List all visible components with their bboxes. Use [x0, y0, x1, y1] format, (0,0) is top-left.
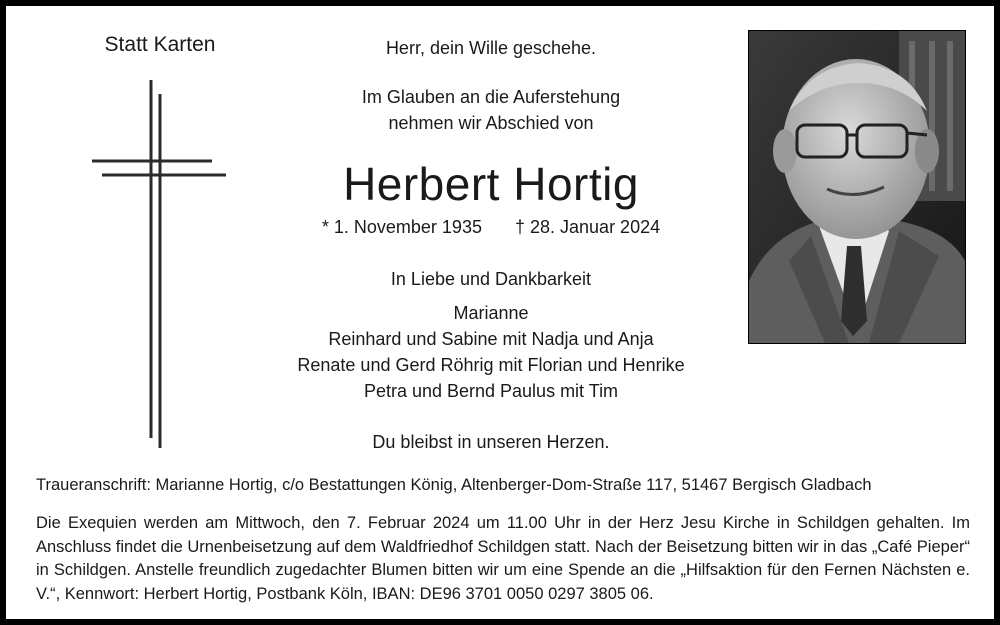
portrait-illustration [749, 31, 965, 343]
portrait-photo [748, 30, 966, 344]
motto: Herr, dein Wille geschehe. [385, 38, 597, 58]
closing-line: Du bleibst in unseren Herzen. [372, 432, 610, 452]
mourner-line: Marianne [453, 303, 529, 323]
deceased-name: Herbert Hortig [343, 158, 639, 210]
mourner-line: Reinhard und Sabine mit Nadja und Anja [328, 329, 654, 349]
love-line: In Liebe und Dankbarkeit [390, 269, 592, 289]
death-date: † 28. Januar 2024 [514, 217, 661, 237]
life-dates [261, 217, 721, 238]
cross-icon [86, 72, 236, 452]
mourner-line: Renate und Gerd Röhrig mit Florian und Henrike [297, 355, 685, 375]
mourners-list [261, 300, 721, 404]
mourner-line: Petra und Bernd Paulus mit Tim [363, 381, 619, 401]
intro-text [261, 84, 721, 136]
statt-karten-label: Statt Karten [104, 33, 216, 56]
intro-line-2: nehmen wir Abschied von [388, 113, 594, 133]
service-info: Die Exequien werden am Mittwoch, den 7. Februar 2024 um 11.00 Uhr in der Herz Jesu Kirche in Schildgen gehalten. Im Anschluss findet die Urnenbeisetzung auf dem Waldfriedhof Schildgen statt. Nach der Beisetzung bitten wir in das „Café Pieper“ in Schildgen. Anstelle freundlich zugedachter Blumen bitten wir um eine Spende an die „Hilfsaktion für den Fernen Nächsten e. V.“, Kennwort: Herbert Hortig, Postbank Köln, IBAN: DE96 3701 0050 0297 3805 06. [36, 514, 970, 603]
funeral-address: Traueranschrift: Marianne Hortig, c/o Bestattungen König, Altenberger-Dom-Straße 117, 51467 Bergisch Gladbach [36, 476, 872, 494]
birth-date: * 1. November 1935 [321, 217, 482, 237]
intro-line-1: Im Glauben an die Auferstehung [361, 87, 621, 107]
